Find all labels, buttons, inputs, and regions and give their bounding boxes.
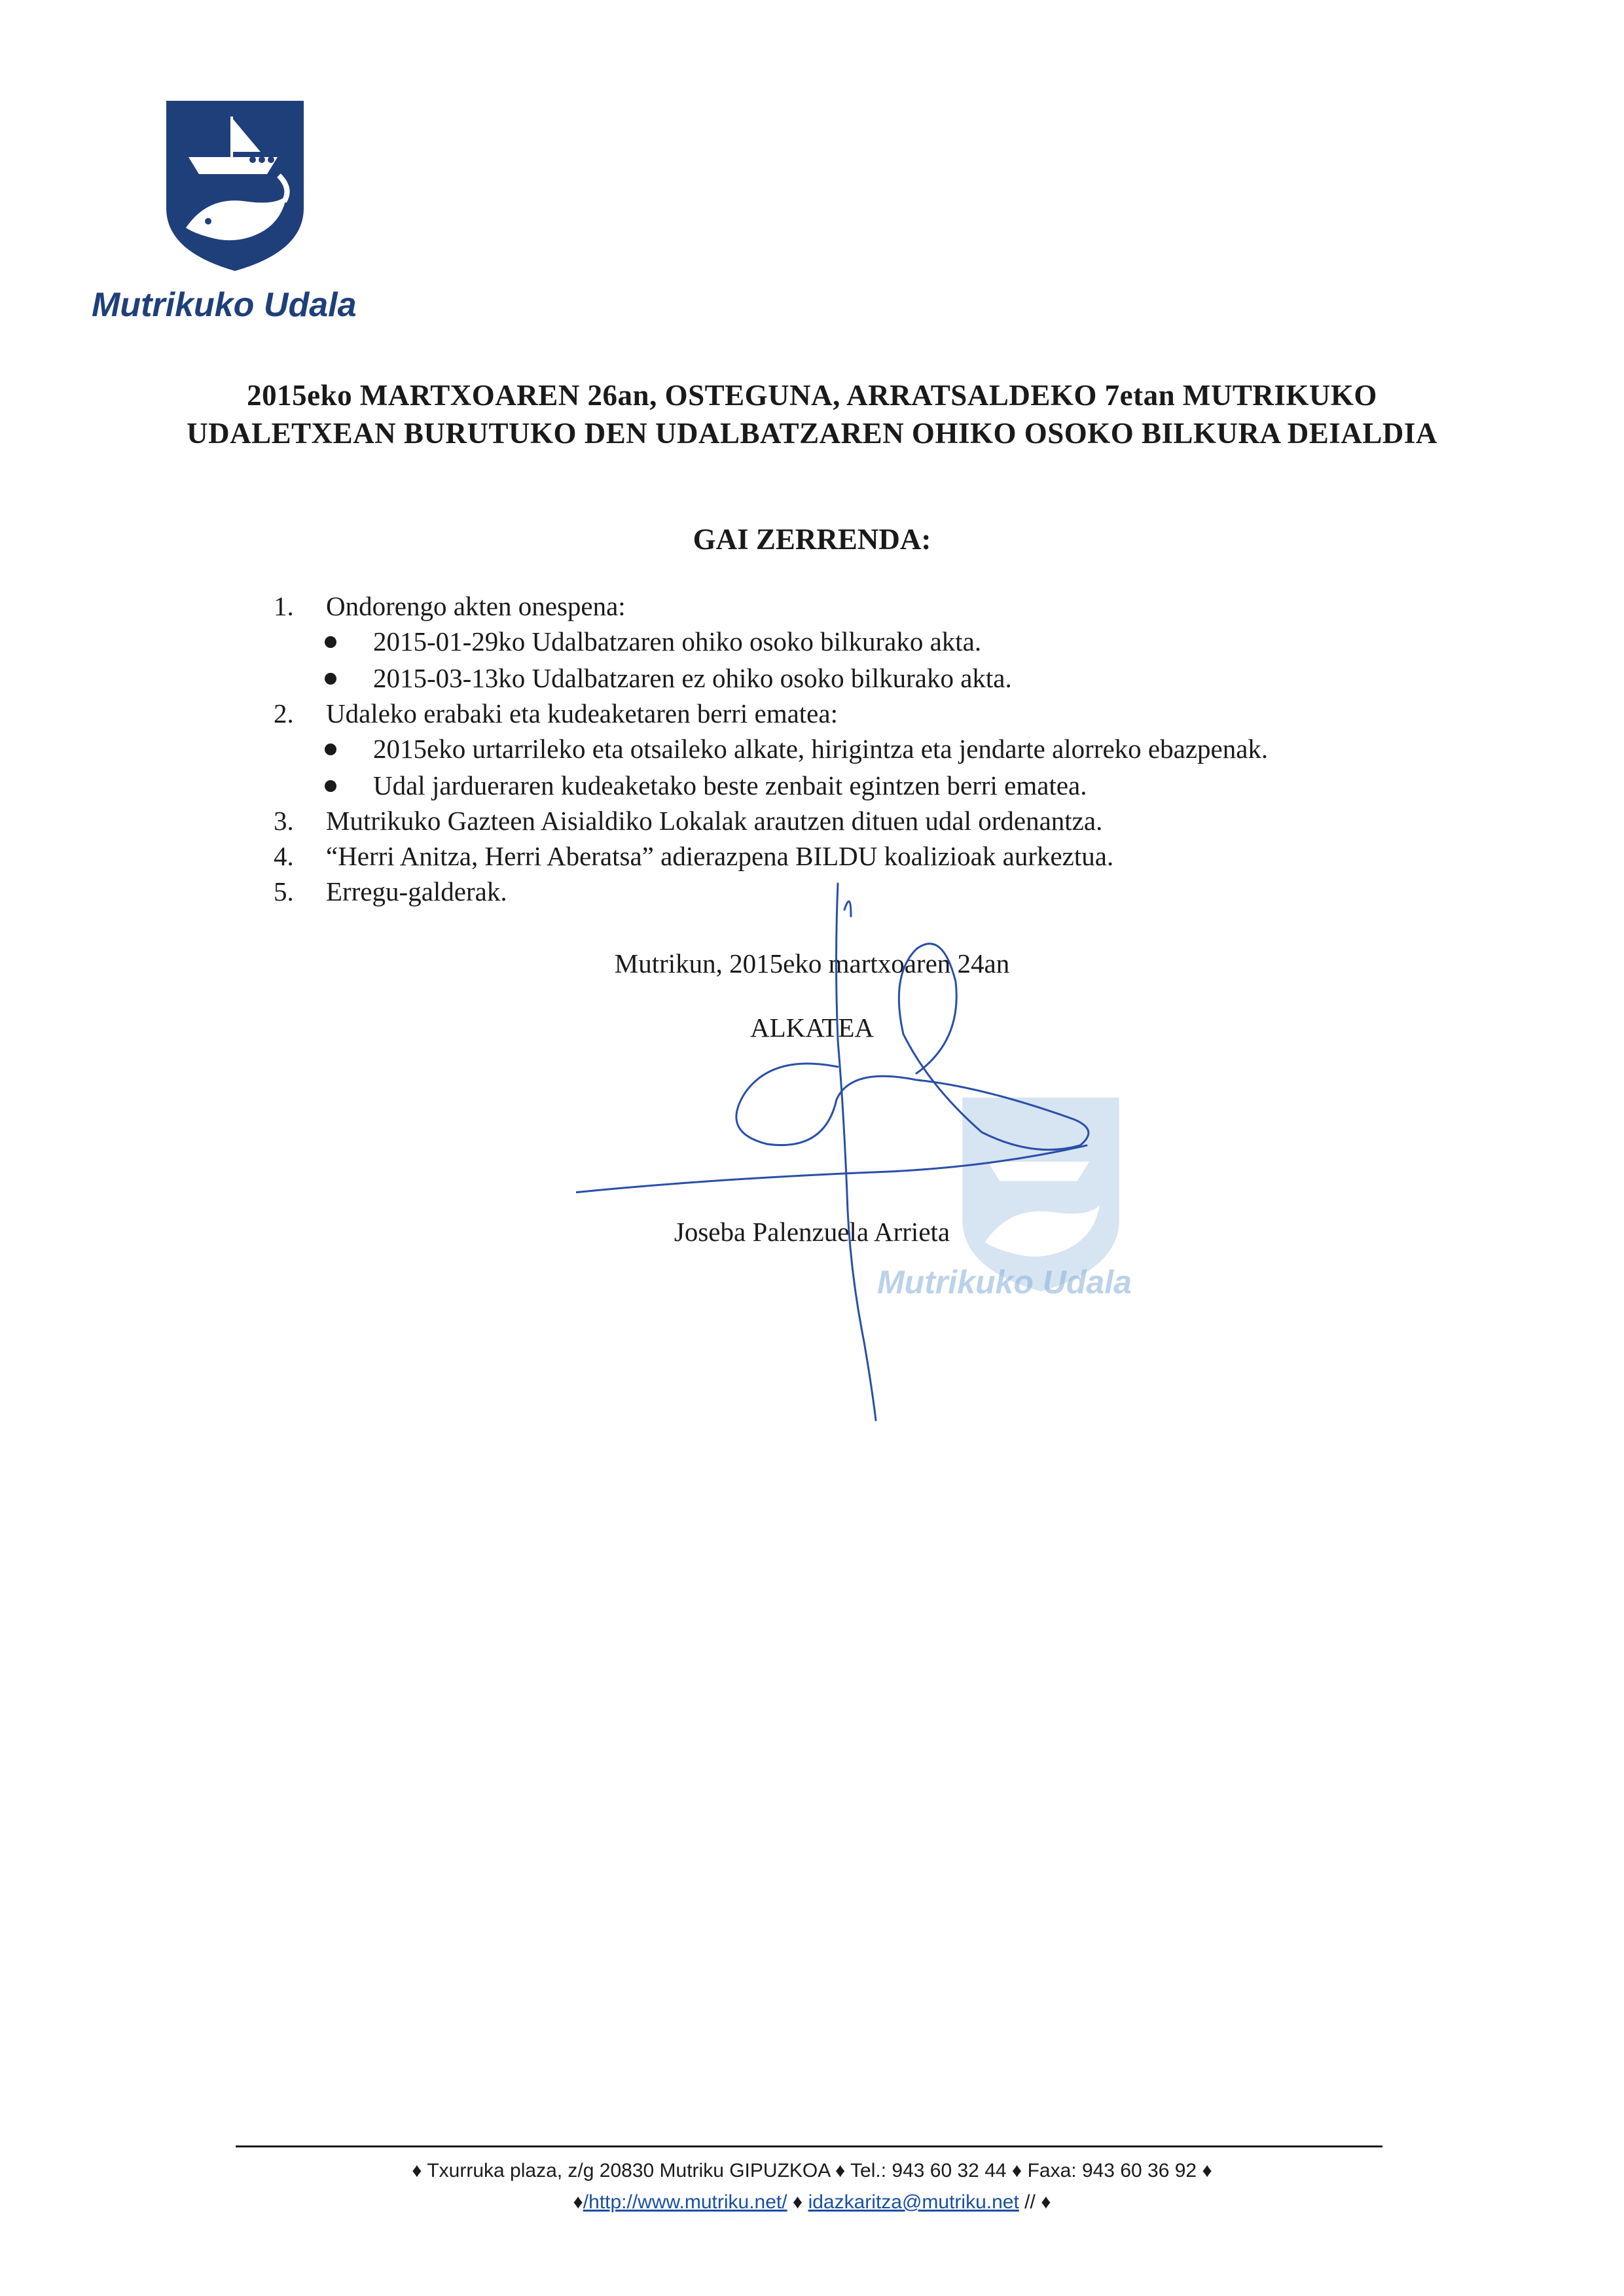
- document-title-line-2: UDALETXEAN BURUTUKO DEN UDALBATZAREN OHIKO OSOKO BILKURA DEIALDIA: [187, 417, 1437, 450]
- diamond-icon: ♦: [835, 2160, 846, 2181]
- bullet-icon: [325, 780, 336, 792]
- bullet-icon: [325, 744, 336, 755]
- agenda-item-number: 2.: [274, 698, 294, 728]
- document-title-line-1: 2015eko MARTXOAREN 26an, OSTEGUNA, ARRATSALDEKO 7etan MUTRIKUKO: [247, 379, 1377, 412]
- diamond-icon: ♦: [412, 2160, 422, 2181]
- agenda-item-number: 3.: [274, 806, 294, 836]
- agenda-item-number: 1.: [274, 591, 294, 621]
- footer-contact-line: [0, 2160, 1624, 2182]
- footer-divider: [236, 2145, 1382, 2147]
- footer-tel: Tel.: 943 60 32 44: [850, 2160, 1007, 2181]
- agenda-subitem: 2015-01-29ko Udalbatzaren ohiko osoko bilkurako akta.: [373, 626, 982, 656]
- email-link[interactable]: idazkaritza@mutriku.net: [808, 2191, 1019, 2213]
- signer-name: Joseba Palenzuela Arrieta: [674, 1217, 950, 1247]
- footer-tail: //: [1024, 2191, 1036, 2213]
- footer-fax: Faxa: 943 60 36 92: [1027, 2160, 1197, 2181]
- website-link[interactable]: /http://www.mutriku.net/: [583, 2191, 787, 2213]
- agenda-item-number: 5.: [274, 876, 294, 906]
- footer-web-line: [0, 2191, 1624, 2214]
- municipal-coat-of-arms-logo: [162, 97, 308, 275]
- agenda-subitem: 2015eko urtarrileko eta otsaileko alkate, hirigintza eta jendarte alorreko ebazpenak.: [373, 734, 1269, 764]
- footer-address: Txurruka plaza, z/g 20830 Mutriku GIPUZKOA: [427, 2160, 830, 2181]
- agenda-item-text: Erregu-galderak.: [326, 876, 507, 906]
- diamond-icon: ♦: [1011, 2160, 1022, 2181]
- diamond-icon: ♦: [573, 2191, 583, 2213]
- diamond-icon: ♦: [792, 2191, 803, 2213]
- agenda-item-text: Udaleko erabaki eta kudeaketaren berri ematea:: [326, 698, 838, 728]
- place-and-date: Mutrikun, 2015eko martxoaren 24an: [614, 948, 1010, 978]
- agenda-item-text: “Herri Anitza, Herri Aberatsa” adierazpena BILDU koalizioak aurkeztua.: [326, 841, 1114, 871]
- bullet-icon: [325, 673, 336, 685]
- agenda-heading: GAI ZERRENDA:: [693, 523, 931, 556]
- agenda-subitem: Udal jardueraren kudeaketako beste zenbait egintzen berri ematea.: [373, 770, 1087, 800]
- agenda-item-text: Mutrikuko Gazteen Aisialdiko Lokalak arautzen dituen udal ordenantza.: [326, 806, 1103, 836]
- diamond-icon: ♦: [1202, 2160, 1212, 2181]
- diamond-icon: ♦: [1041, 2191, 1051, 2213]
- logo-org-name: Mutrikuko Udala: [92, 286, 357, 324]
- agenda-item-number: 4.: [274, 841, 294, 871]
- stamp-org-name: Mutrikuko Udala: [877, 1264, 1132, 1300]
- signer-role: ALKATEA: [749, 1013, 875, 1043]
- agenda-item-text: Ondorengo akten onespena:: [326, 591, 626, 621]
- agenda-subitem: 2015-03-13ko Udalbatzaren ez ohiko osoko bilkurako akta.: [373, 663, 1012, 693]
- bullet-icon: [325, 636, 336, 648]
